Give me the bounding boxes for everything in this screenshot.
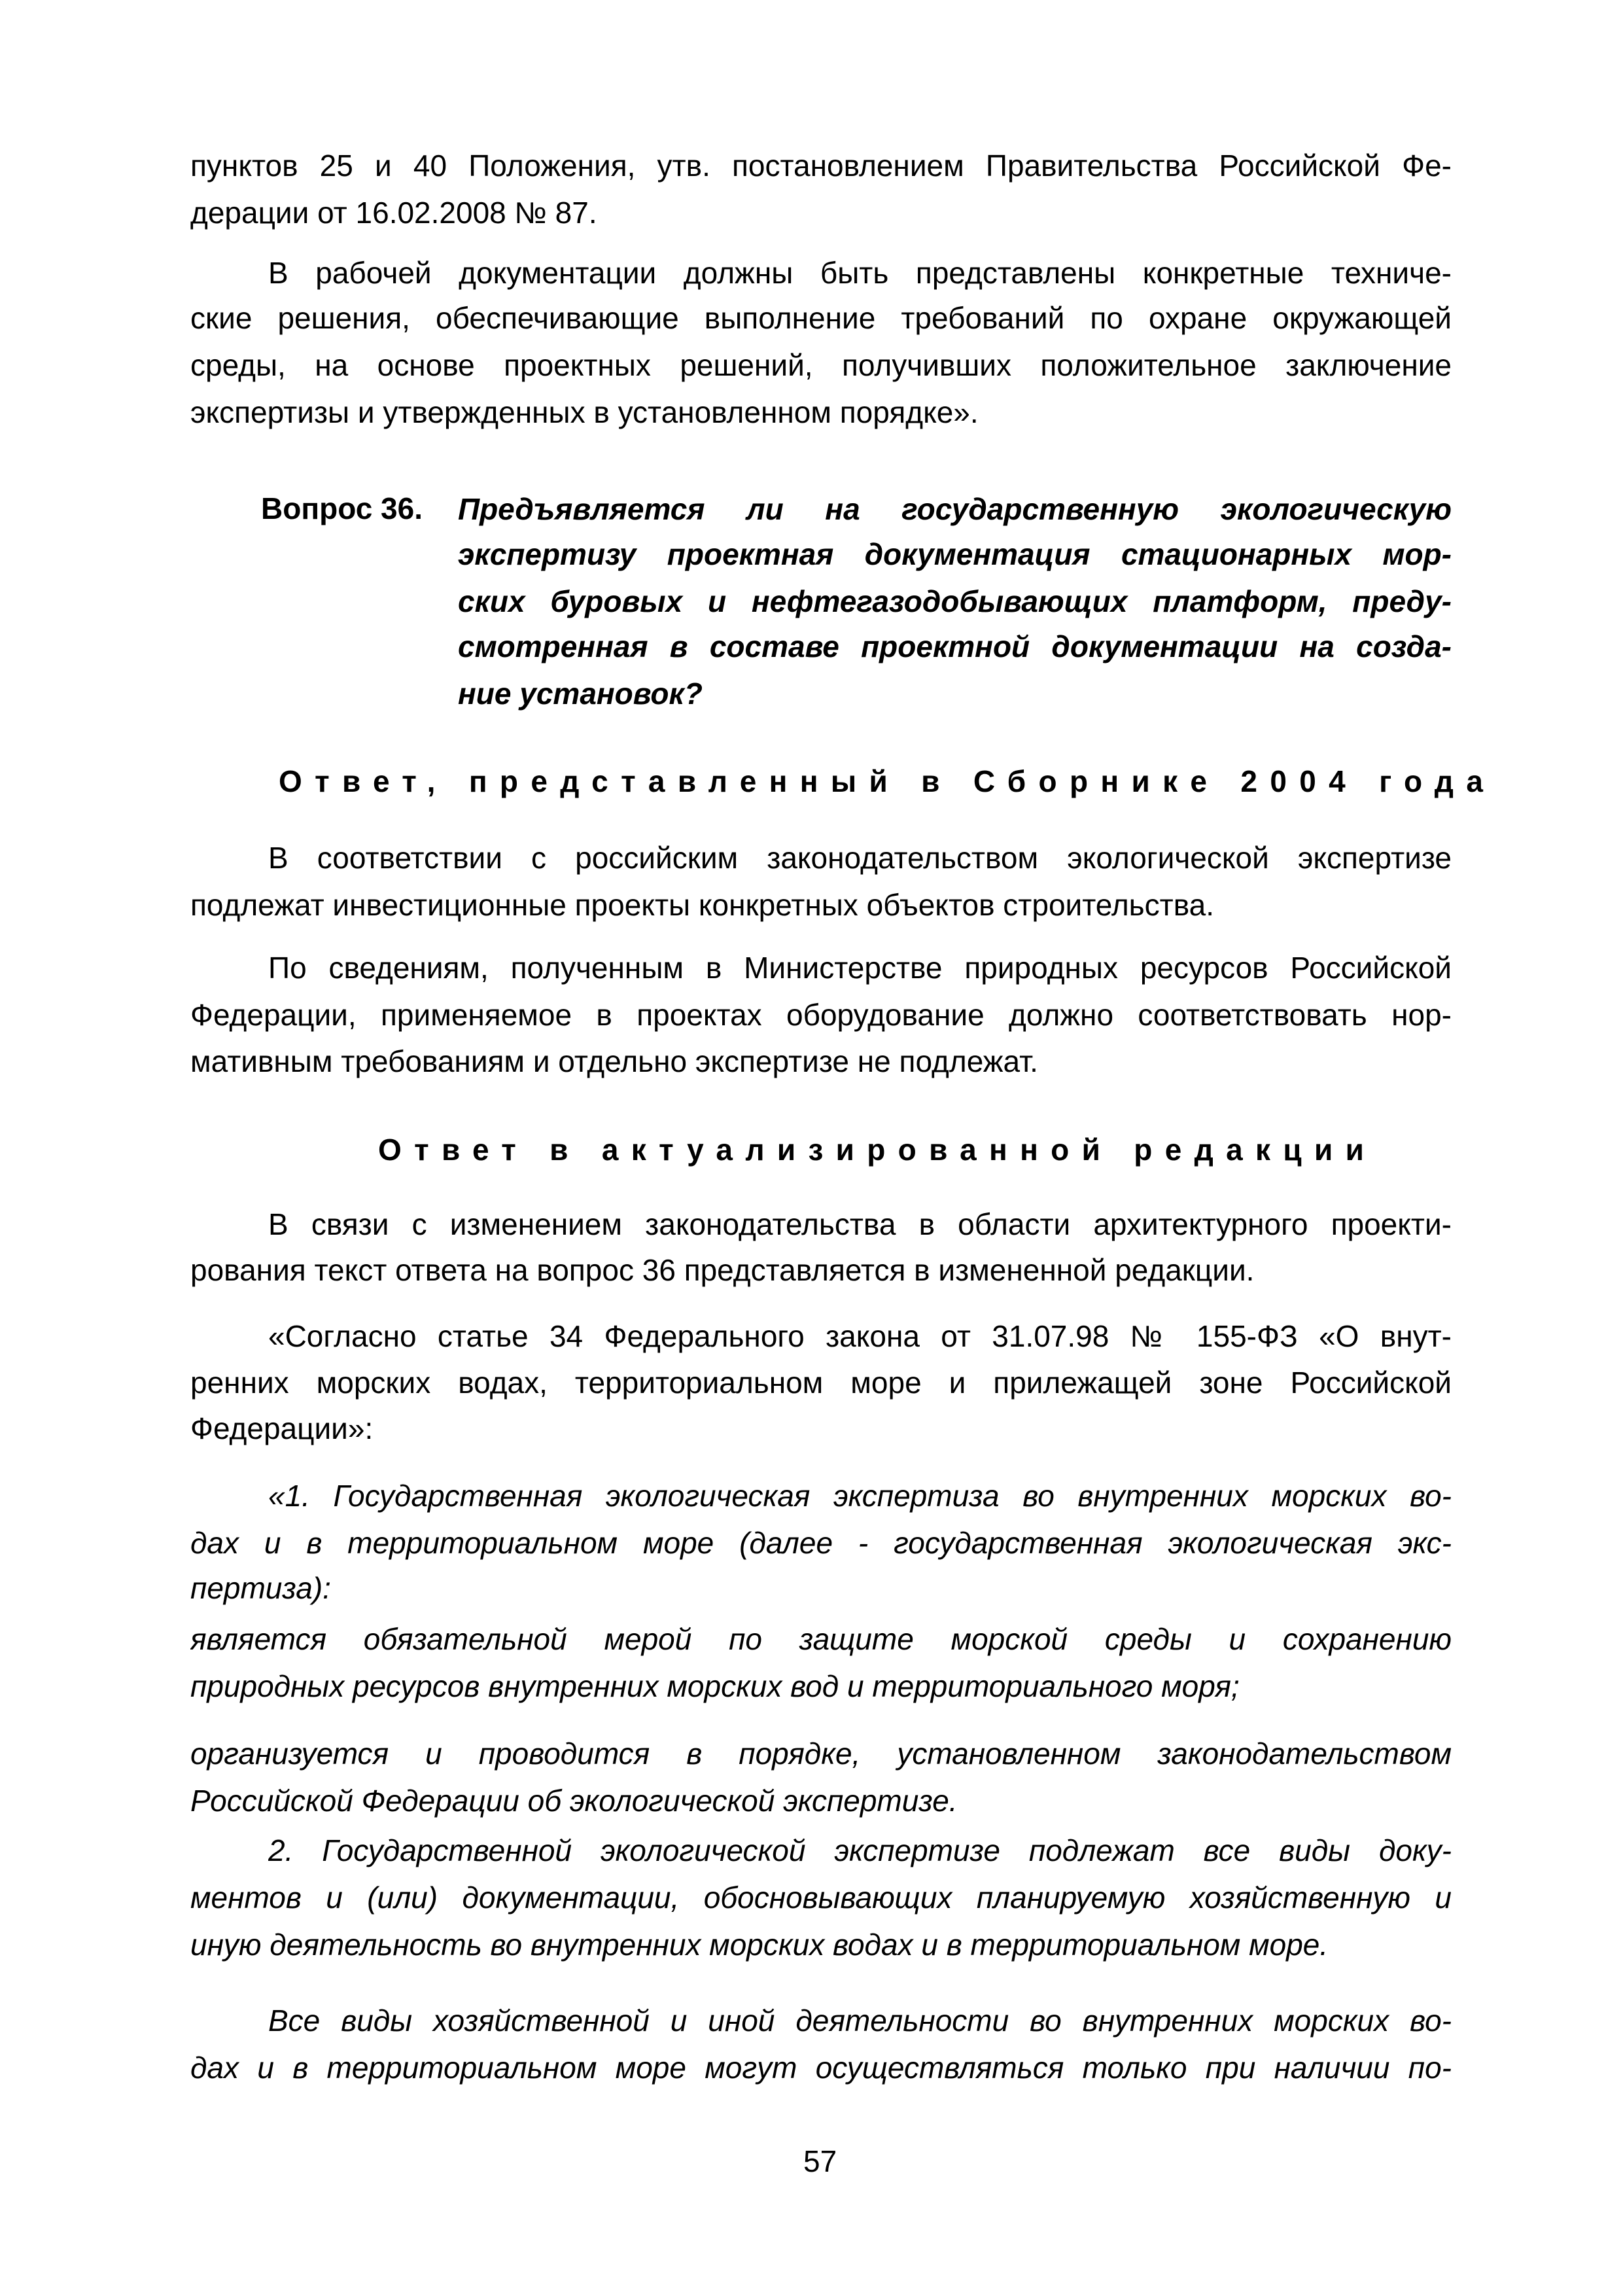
- paragraph-line: мативным требованиям и отдельно экспертизе не подлежат.: [190, 1044, 1038, 1078]
- paragraph-line: природных ресурсов внутренних морских вод и территориального моря;: [190, 1669, 1240, 1703]
- question-text-line: ние установок?: [458, 677, 703, 711]
- paragraph-line: дах и в территориальном море (далее - государственная экологическая экс-: [190, 1526, 1452, 1560]
- page-number: 57: [803, 2144, 837, 2178]
- paragraph-line: Все виды хозяйственной и иной деятельности во внутренних морских во-: [268, 2004, 1452, 2038]
- section-heading-updated: Ответ в актуализированной редакции: [378, 1133, 1377, 1167]
- paragraph-line: 2. Государственной экологической экспертизе подлежат все виды доку-: [268, 1833, 1452, 1867]
- paragraph-line: подлежат инвестиционные проекты конкретных объектов строительства.: [190, 888, 1214, 922]
- paragraph-line: дерации от 16.02.2008 № 87.: [190, 196, 597, 230]
- paragraph-line: является обязательной мерой по защите морской среды и сохранению: [190, 1622, 1452, 1656]
- section-heading-2004: Ответ, представленный в Сборнике 2004 года: [279, 764, 1496, 798]
- paragraph-line: В связи с изменением законодательства в области архитектурного проекти-: [268, 1207, 1452, 1241]
- question-text-line: смотренная в составе проектной документации на созда-: [458, 629, 1452, 663]
- paragraph-line: Российской Федерации об экологической экспертизе.: [190, 1784, 958, 1818]
- paragraph-line: дах и в территориальном море могут осуществляться только при наличии по-: [190, 2051, 1452, 2085]
- paragraph-line: «Согласно статье 34 Федерального закона от 31.07.98 № 155-ФЗ «О внут-: [268, 1319, 1452, 1353]
- question-text-line: Предъявляется ли на государственную экологическую: [458, 492, 1452, 526]
- question-label: Вопрос 36.: [261, 491, 423, 525]
- paragraph-line: среды, на основе проектных решений, получивших положительное заключение: [190, 348, 1452, 382]
- paragraph-line: Федерации, применяемое в проектах оборудование должно соответствовать нор-: [190, 998, 1452, 1032]
- paragraph-line: рования текст ответа на вопрос 36 представляется в измененной редакции.: [190, 1253, 1255, 1287]
- paragraph-line: «1. Государственная экологическая экспертиза во внутренних морских во-: [268, 1479, 1452, 1513]
- paragraph-line: пунктов 25 и 40 Положения, утв. постановлением Правительства Российской Фе-: [190, 149, 1452, 183]
- paragraph-line: организуется и проводится в порядке, установленном законодательством: [190, 1737, 1452, 1771]
- question-text-line: ских буровых и нефтегазодобывающих платформ, преду-: [458, 584, 1452, 618]
- paragraph-line: ментов и (или) документации, обосновывающих планируемую хозяйственную и: [190, 1881, 1452, 1915]
- paragraph-line: Федерации»:: [190, 1411, 374, 1445]
- paragraph-line: По сведениям, полученным в Министерстве природных ресурсов Российской: [268, 951, 1452, 985]
- paragraph-line: пертиза):: [190, 1571, 331, 1605]
- paragraph-line: экспертизы и утвержденных в установленном порядке».: [190, 395, 979, 429]
- paragraph-line: иную деятельность во внутренних морских водах и в территориальном море.: [190, 1928, 1329, 1962]
- paragraph-line: ренних морских водах, территориальном море и прилежащей зоне Российской: [190, 1366, 1452, 1400]
- paragraph-line: ские решения, обеспечивающие выполнение требований по охране окружающей: [190, 301, 1452, 335]
- paragraph-line: В рабочей документации должны быть представлены конкретные техниче-: [268, 256, 1452, 290]
- paragraph-line: В соответствии с российским законодательством экологической экспертизе: [268, 841, 1452, 875]
- question-text-line: экспертизу проектная документация стационарных мор-: [458, 537, 1452, 571]
